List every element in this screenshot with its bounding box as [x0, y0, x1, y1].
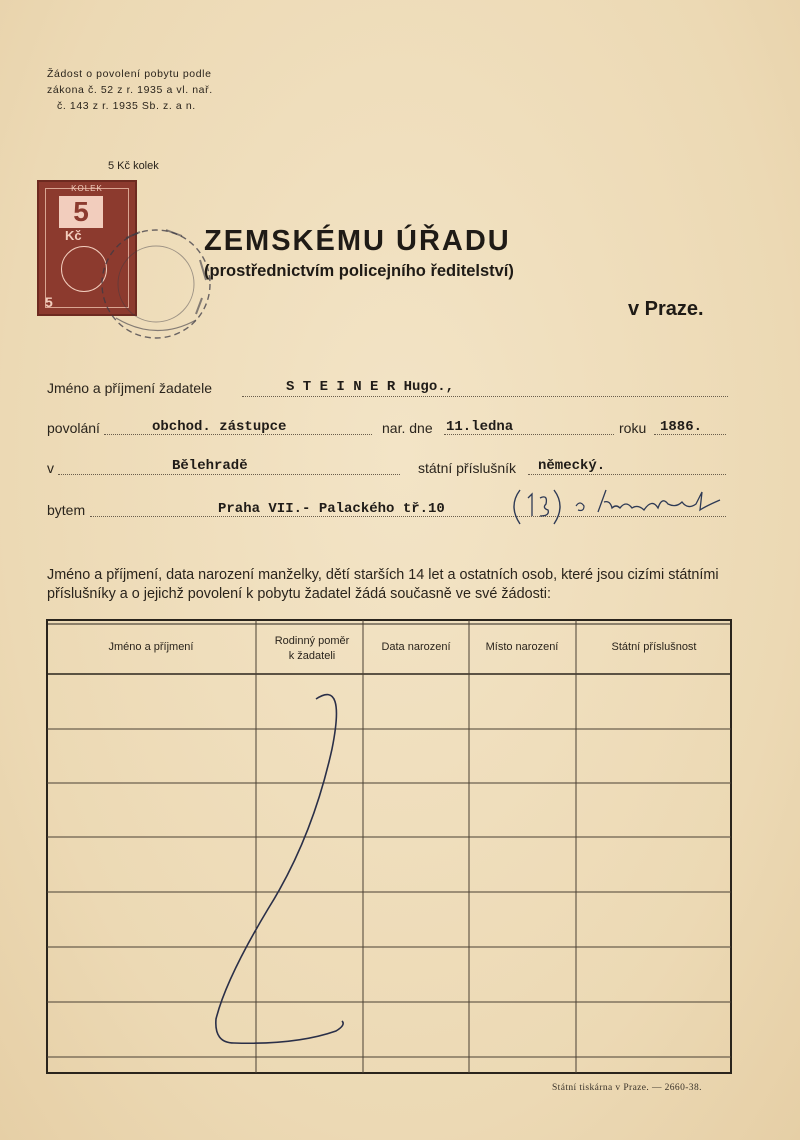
- stamp-label: 5 Kč kolek: [108, 160, 159, 172]
- residence-label: bytem: [47, 502, 86, 518]
- citizenship-dotted-line: [528, 474, 726, 475]
- table-header-name: Jméno a příjmení: [108, 641, 194, 653]
- instructions-paragraph: Jméno a příjmení, data narození manželky, dětí starších 14 let a ostatních osob, které jsou cizími státními příslušníky a o jejichž povolení k pobytu žadatel žádá současně ve své žádosti:: [47, 567, 719, 602]
- stamp-value: 5: [59, 196, 103, 228]
- printer-imprint: Státní tiskárna v Praze. — 2660-38.: [552, 1083, 702, 1093]
- handwritten-annotation-icon: [506, 486, 732, 528]
- born-value[interactable]: 11.ledna: [446, 419, 514, 435]
- addressee-subtitle: (prostřednictvím policejního ředitelství): [204, 262, 514, 280]
- born-label: nar. dne: [382, 420, 433, 436]
- addressee-city: v Praze.: [628, 298, 704, 320]
- table-header-relation: Rodinný poměr k žadateli: [274, 635, 350, 662]
- stamp-bottom-value: 5: [45, 294, 53, 310]
- table-header-birthplace: Místo narození: [485, 641, 559, 653]
- cancellation-stroke-icon: [216, 695, 343, 1044]
- legal-reference-line-1: Žádost o povolení pobytu podle: [47, 68, 212, 80]
- citizenship-value[interactable]: německý.: [538, 458, 606, 474]
- name-value[interactable]: S T E I N E R Hugo.,: [286, 379, 455, 395]
- year-label: roku: [619, 420, 647, 436]
- birthplace-label: v: [47, 460, 54, 476]
- citizenship-label: státní příslušník: [418, 460, 517, 476]
- stamp-currency: Kč: [65, 228, 82, 243]
- birthplace-dotted-line: [58, 474, 400, 475]
- addressee-title: ZEMSKÉMU ÚŘADU: [204, 225, 511, 257]
- birthplace-value[interactable]: Bělehradě: [172, 458, 248, 474]
- legal-reference-line-2: zákona č. 52 z r. 1935 a vl. nař.: [47, 84, 213, 96]
- table-header-birthdate: Data narození: [381, 641, 451, 653]
- legal-reference-line-3: č. 143 z r. 1935 Sb. z. a n.: [57, 100, 196, 112]
- year-value[interactable]: 1886.: [660, 419, 703, 435]
- residence-value[interactable]: Praha VII.- Palackého tř.10: [218, 501, 445, 517]
- name-label: Jméno a příjmení žadatele: [47, 380, 212, 396]
- dependents-table: [46, 619, 732, 1074]
- table-header-citizenship: Státní příslušnost: [611, 641, 697, 653]
- stamp-top-text: KOLEK: [71, 184, 103, 193]
- occupation-value[interactable]: obchod. zástupce: [152, 419, 287, 435]
- name-dotted-line: [242, 396, 728, 397]
- legal-reference: [47, 66, 213, 114]
- occupation-label: povolání: [47, 420, 100, 436]
